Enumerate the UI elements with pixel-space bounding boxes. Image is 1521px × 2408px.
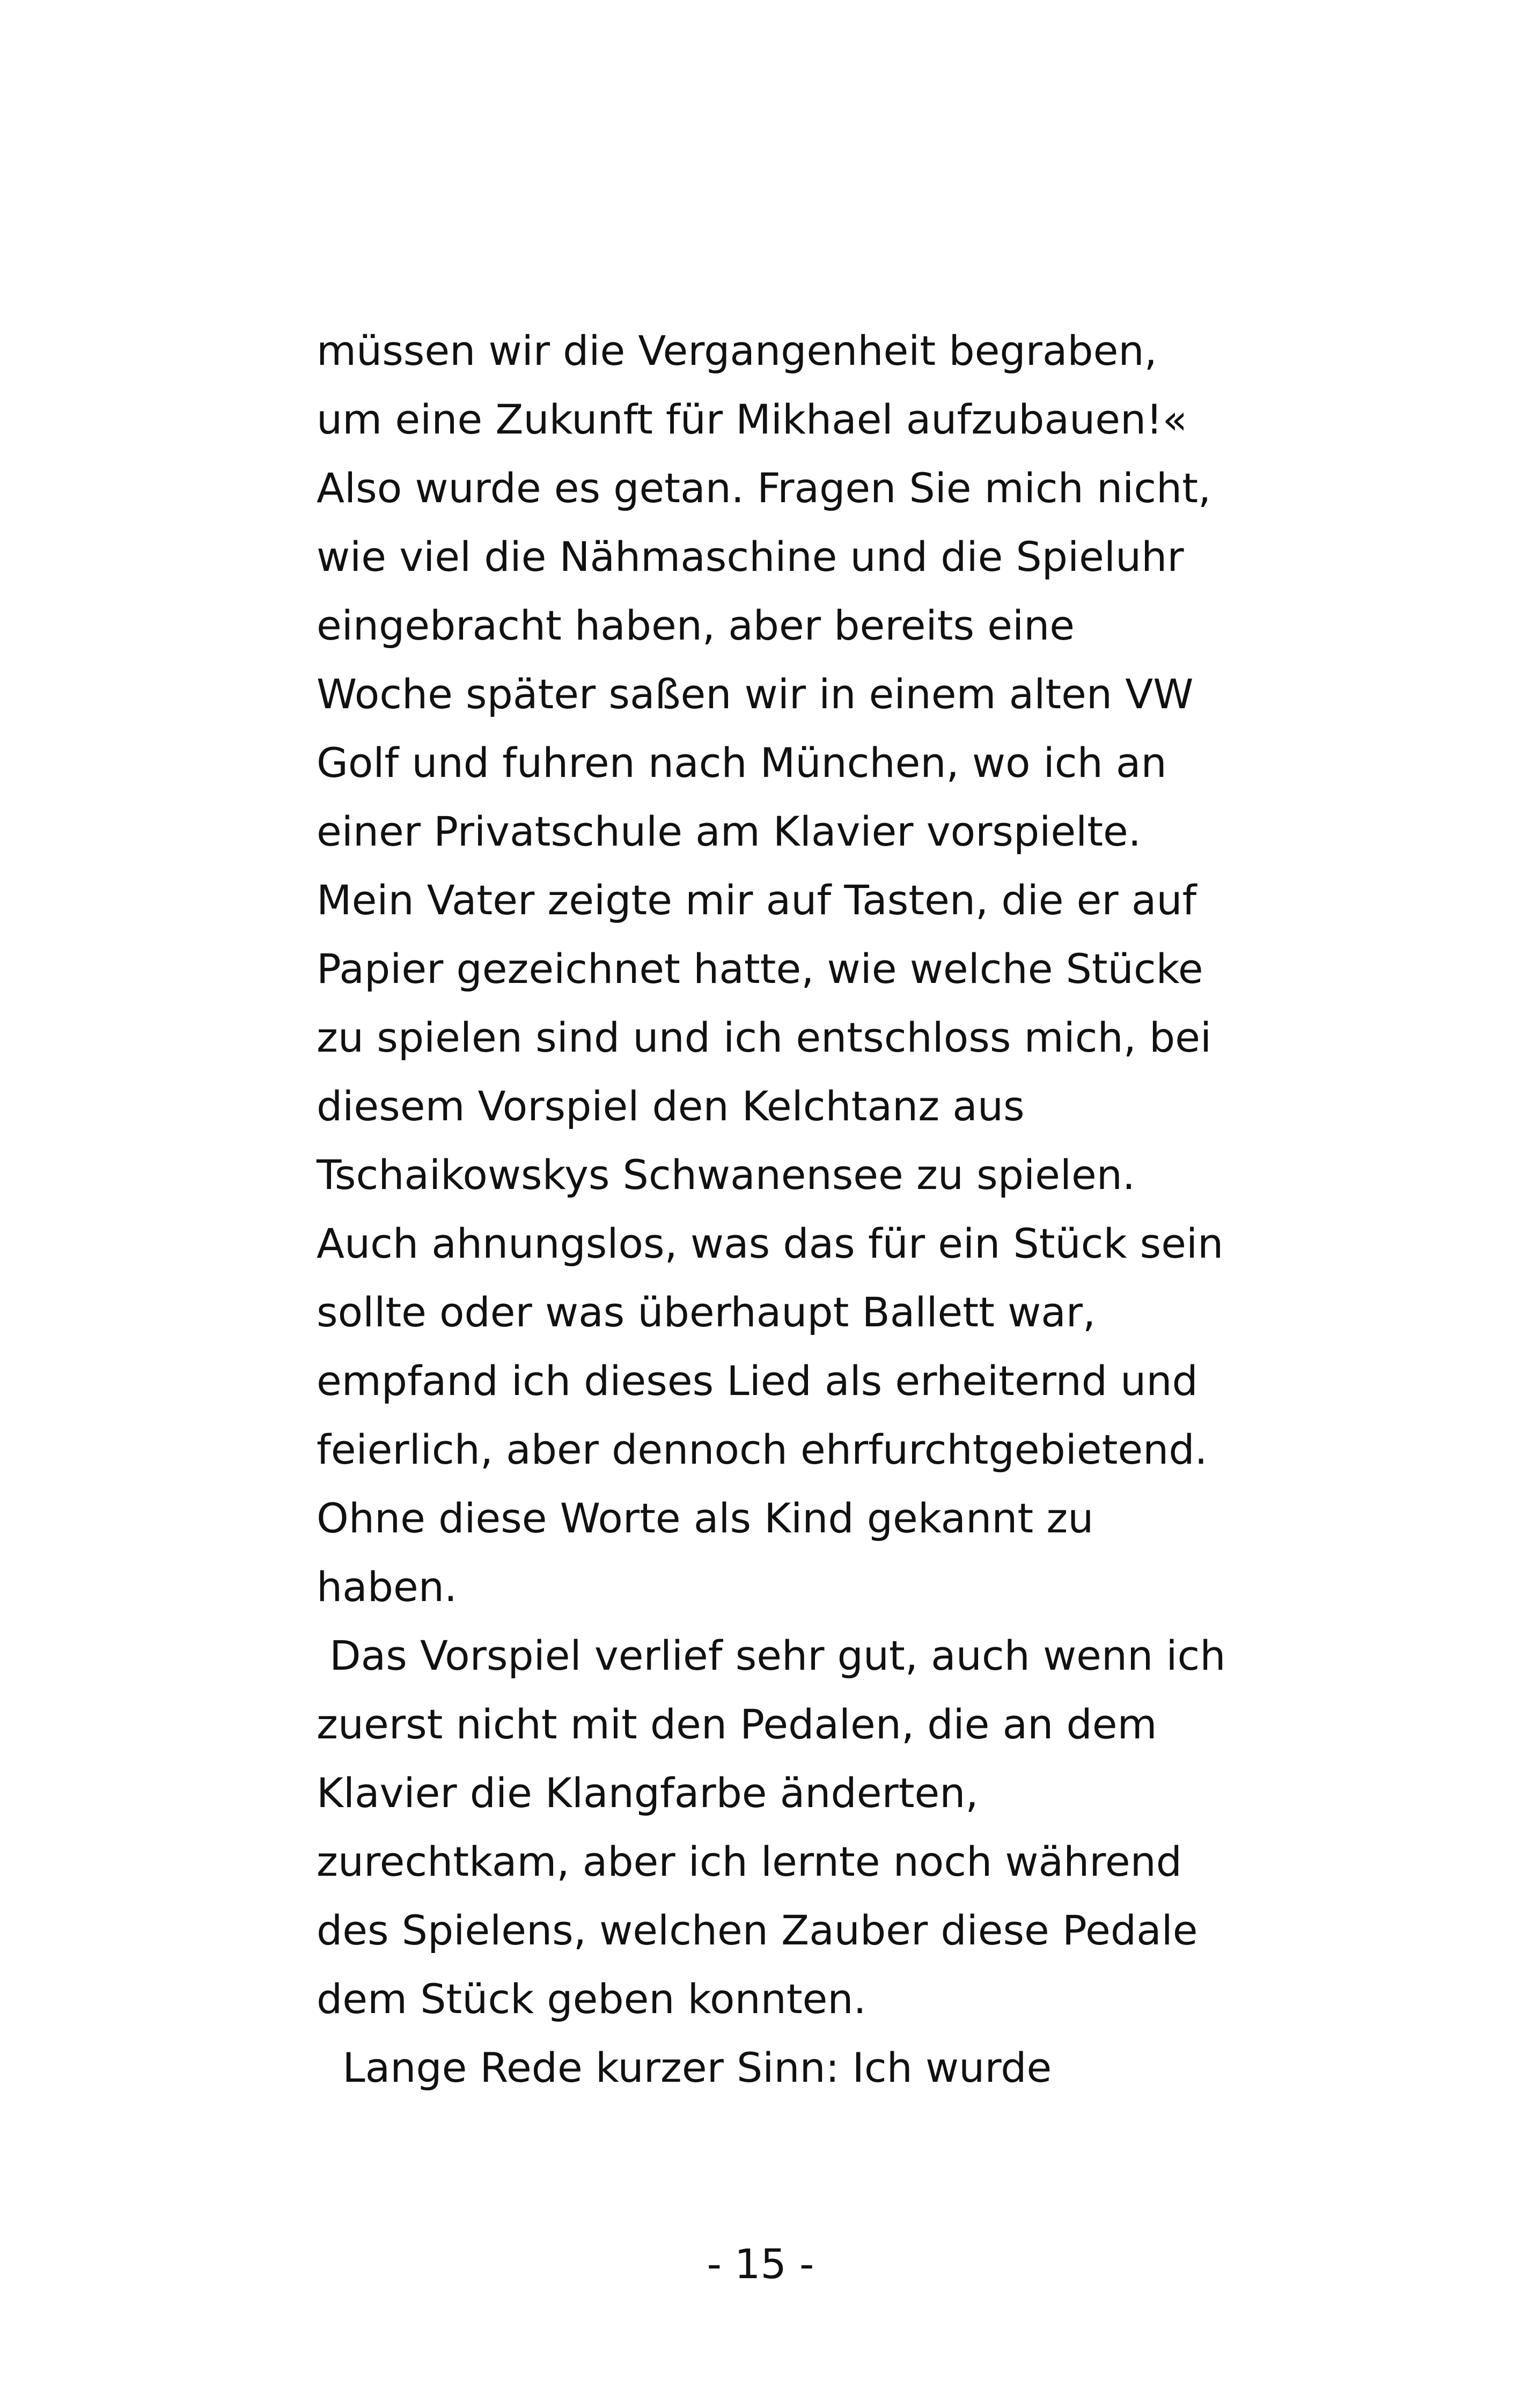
text-line: feierlich, aber dennoch ehrfurchtgebietend. <box>317 1426 1208 1473</box>
text-line: zuerst nicht mit den Pedalen, die an dem <box>317 1700 1157 1748</box>
text-line: zu spielen sind und ich entschloss mich, bei <box>317 1014 1212 1061</box>
text-line: eingebracht haben, aber bereits eine <box>317 601 1075 649</box>
text-line: wie viel die Nähmaschine und die Spieluhr <box>317 533 1184 581</box>
text-line: Woche später saßen wir in einem alten VW <box>317 670 1194 718</box>
text-line: Tschaikowskys Schwanensee zu spielen. <box>317 1151 1136 1199</box>
text-line: einer Privatschule am Klavier vorspielte. <box>317 807 1141 855</box>
text-line: haben. <box>317 1563 458 1611</box>
page-number: - 15 - <box>707 2240 814 2288</box>
text-line: diesem Vorspiel den Kelchtanz aus <box>317 1082 1025 1130</box>
text-line: empfand ich dieses Lied als erheiternd und <box>317 1357 1198 1405</box>
text-line: um eine Zukunft für Mikhael aufzubauen!« <box>317 395 1188 443</box>
text-line: sollte oder was überhaupt Ballett war, <box>317 1288 1096 1336</box>
text-line: Golf und fuhren nach München, wo ich an <box>317 739 1167 787</box>
text-line: des Spielens, welchen Zauber diese Pedale <box>317 1906 1198 1954</box>
text-line: Das Vorspiel verlief sehr gut, auch wenn ich <box>317 1632 1226 1679</box>
text-line: Ohne diese Worte als Kind gekannt zu <box>317 1494 1094 1542</box>
body-text <box>317 317 1229 2102</box>
text-line: Auch ahnungslos, was das für ein Stück sein <box>317 1220 1224 1267</box>
text-line: Also wurde es getan. Fragen Sie mich nicht, <box>317 464 1211 512</box>
text-line: Papier gezeichnet hatte, wie welche Stücke <box>317 945 1203 993</box>
text-line: Lange Rede kurzer Sinn: Ich wurde <box>317 2044 1052 2091</box>
text-line: Mein Vater zeigte mir auf Tasten, die er auf <box>317 876 1197 924</box>
text-line: müssen wir die Vergangenheit begraben, <box>317 327 1157 375</box>
text-line: dem Stück geben konnten. <box>317 1975 866 2023</box>
text-line: Klavier die Klangfarbe änderten, <box>317 1769 979 1817</box>
text-line: zurechtkam, aber ich lernte noch während <box>317 1838 1182 1885</box>
